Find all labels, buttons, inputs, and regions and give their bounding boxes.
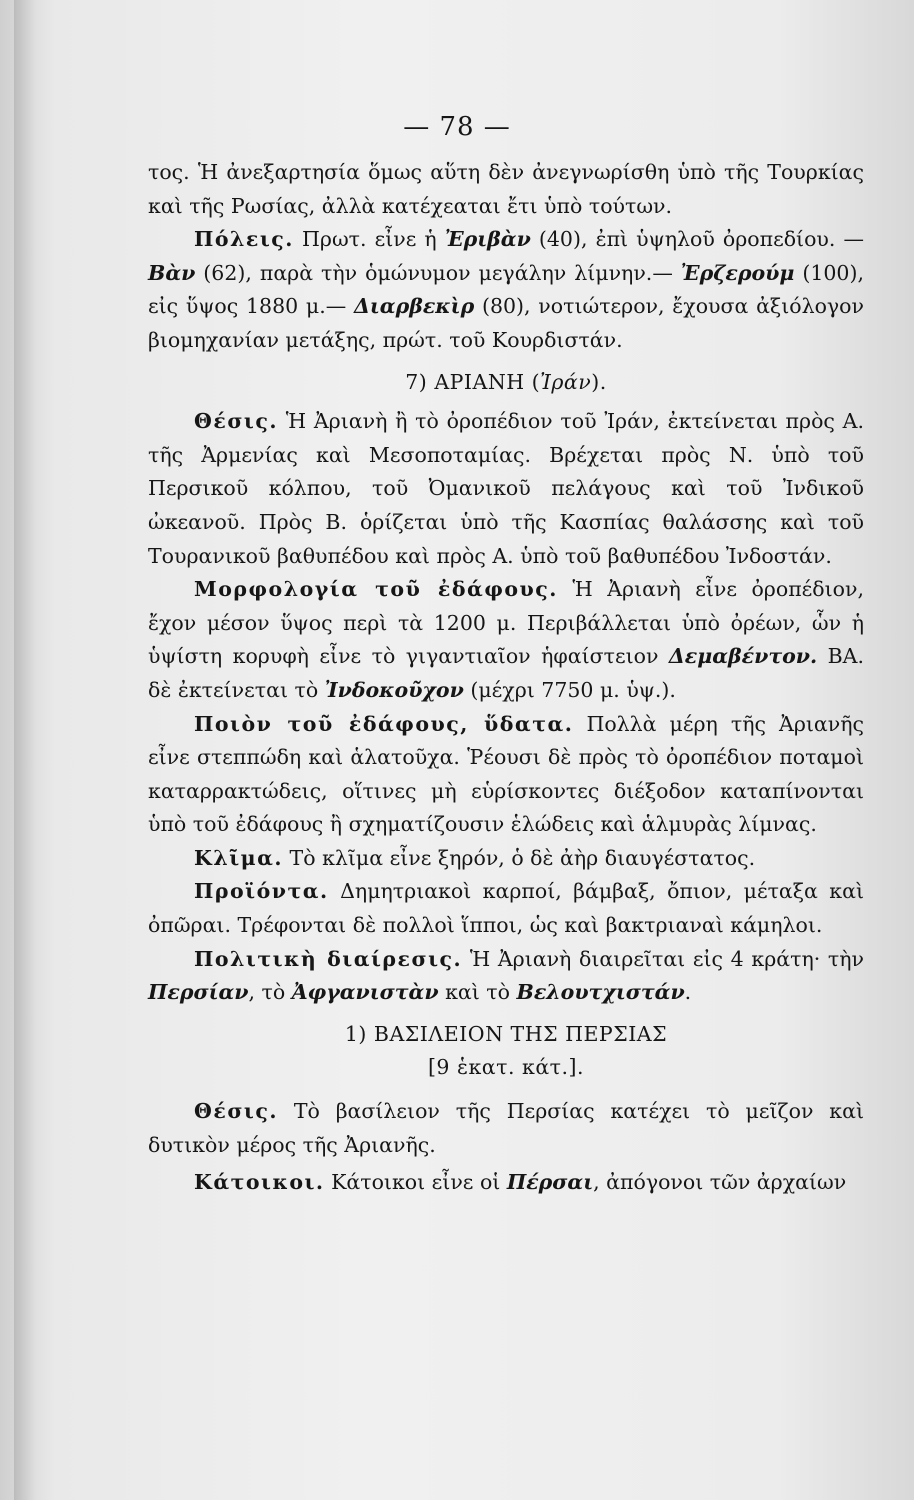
text-run: (μέχρι 7750 μ. ὑψ.).: [463, 677, 676, 702]
text-run: ΒΑ. δὲ ἐκτείνεται τὸ: [148, 644, 864, 702]
text-run: Πολλὰ μέρη τῆς Ἀριανῆς εἶνε στεππώδη καὶ ἁλατοῦχα. Ῥέουσι δὲ πρὸς τὸ ὀροπέδιον ποταμοὶ καταρρακτώδεις, οἵτινες μὴ εὑρίσκοντες διέξοδον καταπίνονται ὑπὸ τοῦ ἐδάφους ἢ σχηματίζουσιν ἑλώδεις καὶ ἁλμυρὰς λίμνας.: [148, 711, 864, 837]
text-run: Ἡ Ἀριανὴ διαιρεῖται εἰς 4 κράτη· τὴν: [462, 946, 865, 971]
section-label-position: Θέσις.: [194, 1099, 278, 1124]
text-run: , ἀπόγονοι τῶν ἀρχαίων: [593, 1170, 847, 1195]
section-label-climate: Κλῖμα.: [194, 845, 284, 870]
page-body: [148, 156, 864, 1200]
text-run: Τὸ βασίλειον τῆς Περσίας κατέχει τὸ μεῖζον καὶ δυτικὸν μέρος τῆς Ἀριανῆς.: [148, 1099, 864, 1157]
text-run: Δημητριακοὶ καρποί, βάμβαξ, ὄπιον, μέταξα καὶ ὀπῶραι. Τρέφονται δὲ πολλοὶ ἵπποι, ὡς καὶ βακτριαναὶ κάμηλοι.: [148, 879, 864, 938]
section-heading-persia: 1) ΒΑΣΙΛΕΙΟΝ ΤΗΣ ΠΕΡΣΙΑΣ: [344, 1021, 668, 1046]
text-run: καὶ τὸ: [438, 980, 517, 1005]
paragraph-continuation: [148, 156, 864, 223]
section-heading-ariane: [148, 366, 864, 400]
text-run: .: [684, 980, 692, 1005]
heading-italic-name: Ἰράν: [540, 369, 592, 394]
heading-text: 7) ΑΡΙΑΝΗ (: [405, 369, 541, 394]
paragraph-persia-position: [148, 1095, 864, 1162]
text-run: Πρωτ. εἶνε ἡ: [293, 227, 445, 252]
section-subheading-population: [9 ἑκατ. κάτ.].: [427, 1055, 585, 1080]
paragraph-cities: [148, 223, 864, 357]
country-name: Περσίαν: [148, 980, 249, 1005]
page-binding-shadow: [14, 0, 36, 1500]
paragraph-climate: [148, 842, 864, 876]
place-name: Διαρβεκὶρ: [353, 294, 475, 319]
paragraph-political-division: [148, 943, 864, 1010]
text-run: (40), ἐπὶ ὑψηλοῦ ὀροπεδίου. —: [530, 227, 864, 252]
country-name: Βελουτχιστάν: [516, 980, 685, 1005]
paragraph-position: [148, 405, 864, 573]
paragraph-products: [148, 875, 864, 942]
text-run: (100), εἰς ὕψος 1880 μ.—: [148, 260, 864, 319]
section-label-morphology: Μορφολογία τοῦ ἐδάφους.: [194, 577, 558, 602]
place-name: Δεμαβέντον.: [668, 644, 818, 669]
text-run: Τὸ κλῖμα εἶνε ξηρόν, ὁ δὲ ἀὴρ διαυγέστατος.: [283, 845, 756, 870]
heading-text: ).: [591, 369, 607, 394]
section-label-position: Θέσις.: [194, 409, 278, 434]
country-name: Ἀφγανιστὰν: [291, 980, 439, 1005]
paragraph-morphology: [148, 573, 864, 707]
text-run: (80), νοτιώτερον, ἔχουσα ἀξιόλογον βιομηχανίαν μετάξης, πρώτ. τοῦ Κουρδιστάν.: [148, 294, 864, 352]
place-name: Βὰν: [148, 260, 196, 285]
paragraph-inhabitants: [148, 1166, 864, 1200]
section-label-political: Πολιτικὴ διαίρεσις.: [194, 946, 463, 971]
text-run: Ἡ Ἀριανὴ εἶνε ὀροπέδιον, ἔχον μέσον ὕψος περὶ τὰ 1200 μ. Περιβάλλεται ὑπὸ ὀρέων, ὧν ἡ ὑψίστη κορυφὴ εἶνε τὸ γιγαντιαῖον ἡφαίστειον: [148, 577, 864, 669]
section-label-inhabitants: Κάτοικοι.: [194, 1170, 325, 1195]
text-run: Κάτοικοι εἶνε οἱ: [324, 1170, 507, 1195]
text-run: , τὸ: [248, 980, 292, 1005]
text-run: Ἡ Ἀριανὴ ἢ τὸ ὀροπέδιον τοῦ Ἰράν, ἐκτείνεται πρὸς Α. τῆς Ἀρμενίας καὶ Μεσοποταμίας. Βρέχεται πρὸς Ν. ὑπὸ τοῦ Περσικοῦ κόλπου, τοῦ Ὀμανικοῦ πελάγους καὶ τοῦ Ἰνδικοῦ ὠκεανοῦ. Πρὸς Β. ὁρίζεται ὑπὸ τῆς Κασπίας θαλάσσης καὶ τοῦ Τουρανικοῦ βαθυπέδου καὶ πρὸς Α. ὑπὸ τοῦ βαθυπέδου Ἰνδοστάν.: [148, 409, 864, 568]
paragraph-text: τος. Ἡ ἀνεξαρτησία ὅμως αὕτη δὲν ἀνεγνωρίσθη ὑπὸ τῆς Τουρκίας καὶ τῆς Ρωσίας, ἀλλὰ κατέχεαται ἔτι ὑπὸ τούτων.: [148, 160, 864, 218]
section-label-products: Προϊόντα.: [194, 879, 329, 904]
place-name: Ἐριβὰν: [444, 227, 531, 252]
section-label-cities: Πόλεις.: [194, 227, 294, 252]
place-name: Ἰνδοκοῦχον: [324, 677, 464, 702]
paragraph-soil-waters: [148, 708, 864, 842]
people-name: Πέρσαι: [506, 1170, 594, 1195]
section-label-soil: Ποιὸν τοῦ ἐδάφους, ὕδατα.: [194, 711, 574, 736]
place-name: Ἐρζερούμ: [680, 260, 795, 285]
page-number: — 78 —: [403, 112, 511, 142]
text-run: (62), παρὰ τὴν ὁμώνυμον μεγάλην λίμνην.—: [195, 260, 681, 285]
